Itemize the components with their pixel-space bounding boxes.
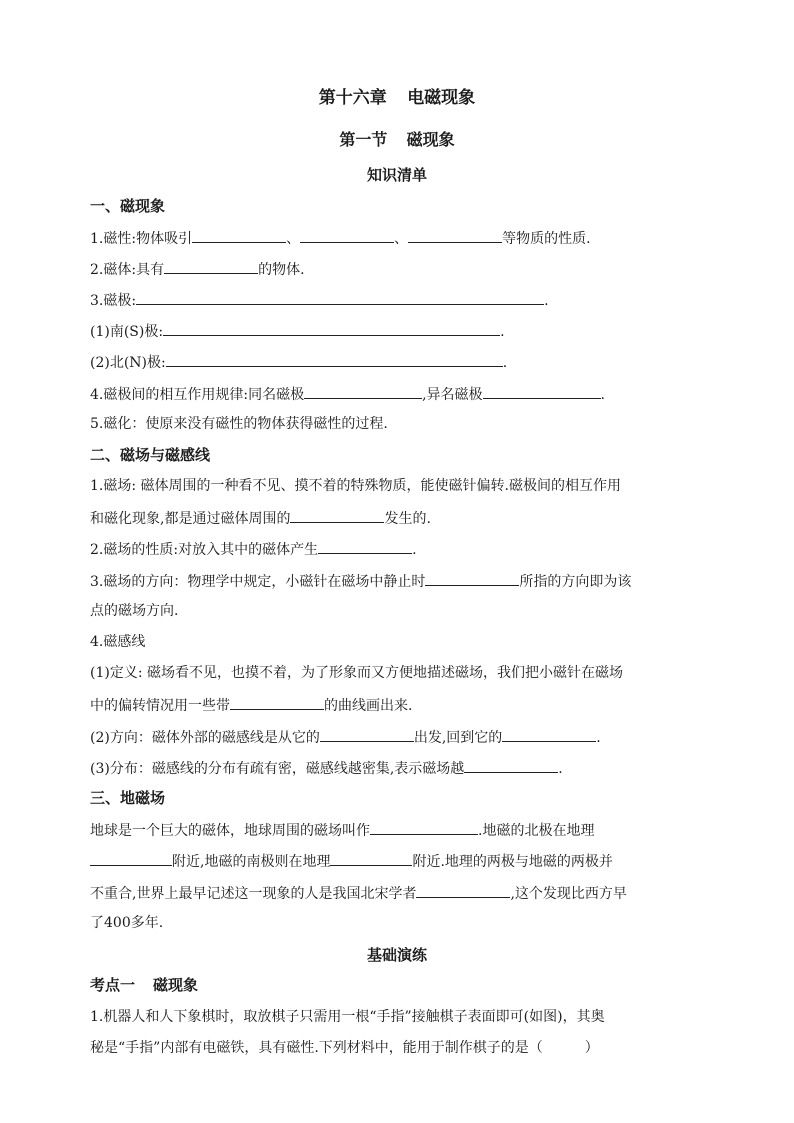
answer-blank[interactable]	[464, 757, 558, 773]
part2-line6: 4.磁感线	[90, 634, 146, 650]
practice-topic-heading: 考点一 磁现象	[90, 976, 199, 994]
part1-line4: (1)南(S)极: .	[90, 320, 505, 342]
part2-line4: 3.磁场的方向：物理学中规定，小磁针在磁场中静止时 所指的方向即为该	[90, 570, 631, 592]
answer-blank[interactable]	[136, 289, 544, 305]
answer-blank[interactable]	[304, 383, 422, 399]
section-title	[0, 128, 794, 152]
answer-blank[interactable]	[163, 320, 500, 336]
part1-line1: 1.磁性:物体吸引 、 、 等物质的性质.	[90, 227, 591, 249]
knowledge-list-heading: 知识清单	[366, 166, 427, 184]
section-name: 磁现象	[406, 130, 455, 149]
section-number: 第一节	[339, 130, 388, 149]
part1-line6: 4.磁极间的相互作用规律:同名磁极 ,异名磁极 .	[90, 383, 605, 405]
answer-blank[interactable]	[483, 383, 601, 399]
part1-line5: (2)北(N)极: .	[90, 351, 507, 373]
part1-line3: 3.磁极: .	[90, 289, 549, 311]
part2-line1: 1.磁场: 磁体周围的一种看不见、摸不着的特殊物质，能使磁针偏转.磁极间的相互作用	[90, 478, 621, 494]
part2-heading: 二、磁场与磁感线	[90, 446, 211, 464]
chapter-number: 第十六章	[318, 88, 387, 108]
answer-blank[interactable]	[90, 850, 172, 866]
answer-blank[interactable]	[166, 351, 503, 367]
answer-blank[interactable]	[320, 726, 414, 742]
answer-blank[interactable]	[330, 850, 412, 866]
part2-line8: 中的偏转情况用一些带 的曲线画出来.	[90, 694, 412, 716]
part2-line5: 点的磁场方向.	[90, 603, 179, 619]
part3-line4: 了400多年.	[90, 915, 164, 931]
answer-blank[interactable]	[318, 538, 412, 554]
part2-line7: (1)定义: 磁场看不见，也摸不着，为了形象而又方便地描述磁场，我们把小磁针在磁场	[90, 665, 623, 681]
answer-blank[interactable]	[408, 227, 502, 243]
answer-blank[interactable]	[290, 507, 384, 523]
part1-line7: 5.磁化：使原来没有磁性的物体获得磁性的过程.	[90, 416, 388, 432]
part3-line3: 不重合,世界上最早记述这一现象的人是我国北宋学者 ,这个发现比西方早	[90, 882, 627, 904]
answer-blank[interactable]	[502, 726, 596, 742]
answer-blank[interactable]	[164, 258, 258, 274]
question1-line1: 1.机器人和人下象棋时，取放棋子只需用一根“手指”接触棋子表面即可(如图)，其奥	[90, 1009, 605, 1025]
part2-line9: (2)方向：磁体外部的磁感线是从它的 出发,回到它的 .	[90, 726, 601, 748]
practice-heading: 基础演练	[366, 946, 427, 964]
answer-blank[interactable]	[300, 227, 394, 243]
part2-line10: (3)分布：磁感线的分布有疏有密，磁感线越密集,表示磁场越 .	[90, 757, 563, 779]
answer-blank[interactable]	[230, 694, 324, 710]
part2-line3: 2.磁场的性质:对放入其中的磁体产生 .	[90, 538, 417, 560]
answer-blank[interactable]	[425, 570, 519, 586]
part3-line2: 附近,地磁的南极则在地理 附近.地理的两极与地磁的两极并	[90, 850, 613, 872]
answer-blank[interactable]	[416, 882, 510, 898]
part1-heading: 一、磁现象	[90, 197, 166, 215]
part1-line2: 2.磁体:具有 的物体.	[90, 258, 305, 280]
chapter-title	[0, 86, 794, 110]
answer-blank[interactable]	[192, 227, 286, 243]
part2-line2: 和磁化现象,都是通过磁体周围的 发生的.	[90, 507, 431, 529]
answer-blank[interactable]	[370, 819, 478, 835]
part3-line1: 地球是一个巨大的磁体，地球周围的磁场叫作 .地磁的北极在地理	[90, 819, 594, 841]
chapter-name: 电磁现象	[407, 88, 476, 108]
part3-heading: 三、地磁场	[90, 789, 166, 807]
question1-line2: 秘是“手指”内部有电磁铁，具有磁性.下列材料中，能用于制作棋子的是（ ）	[90, 1040, 599, 1056]
